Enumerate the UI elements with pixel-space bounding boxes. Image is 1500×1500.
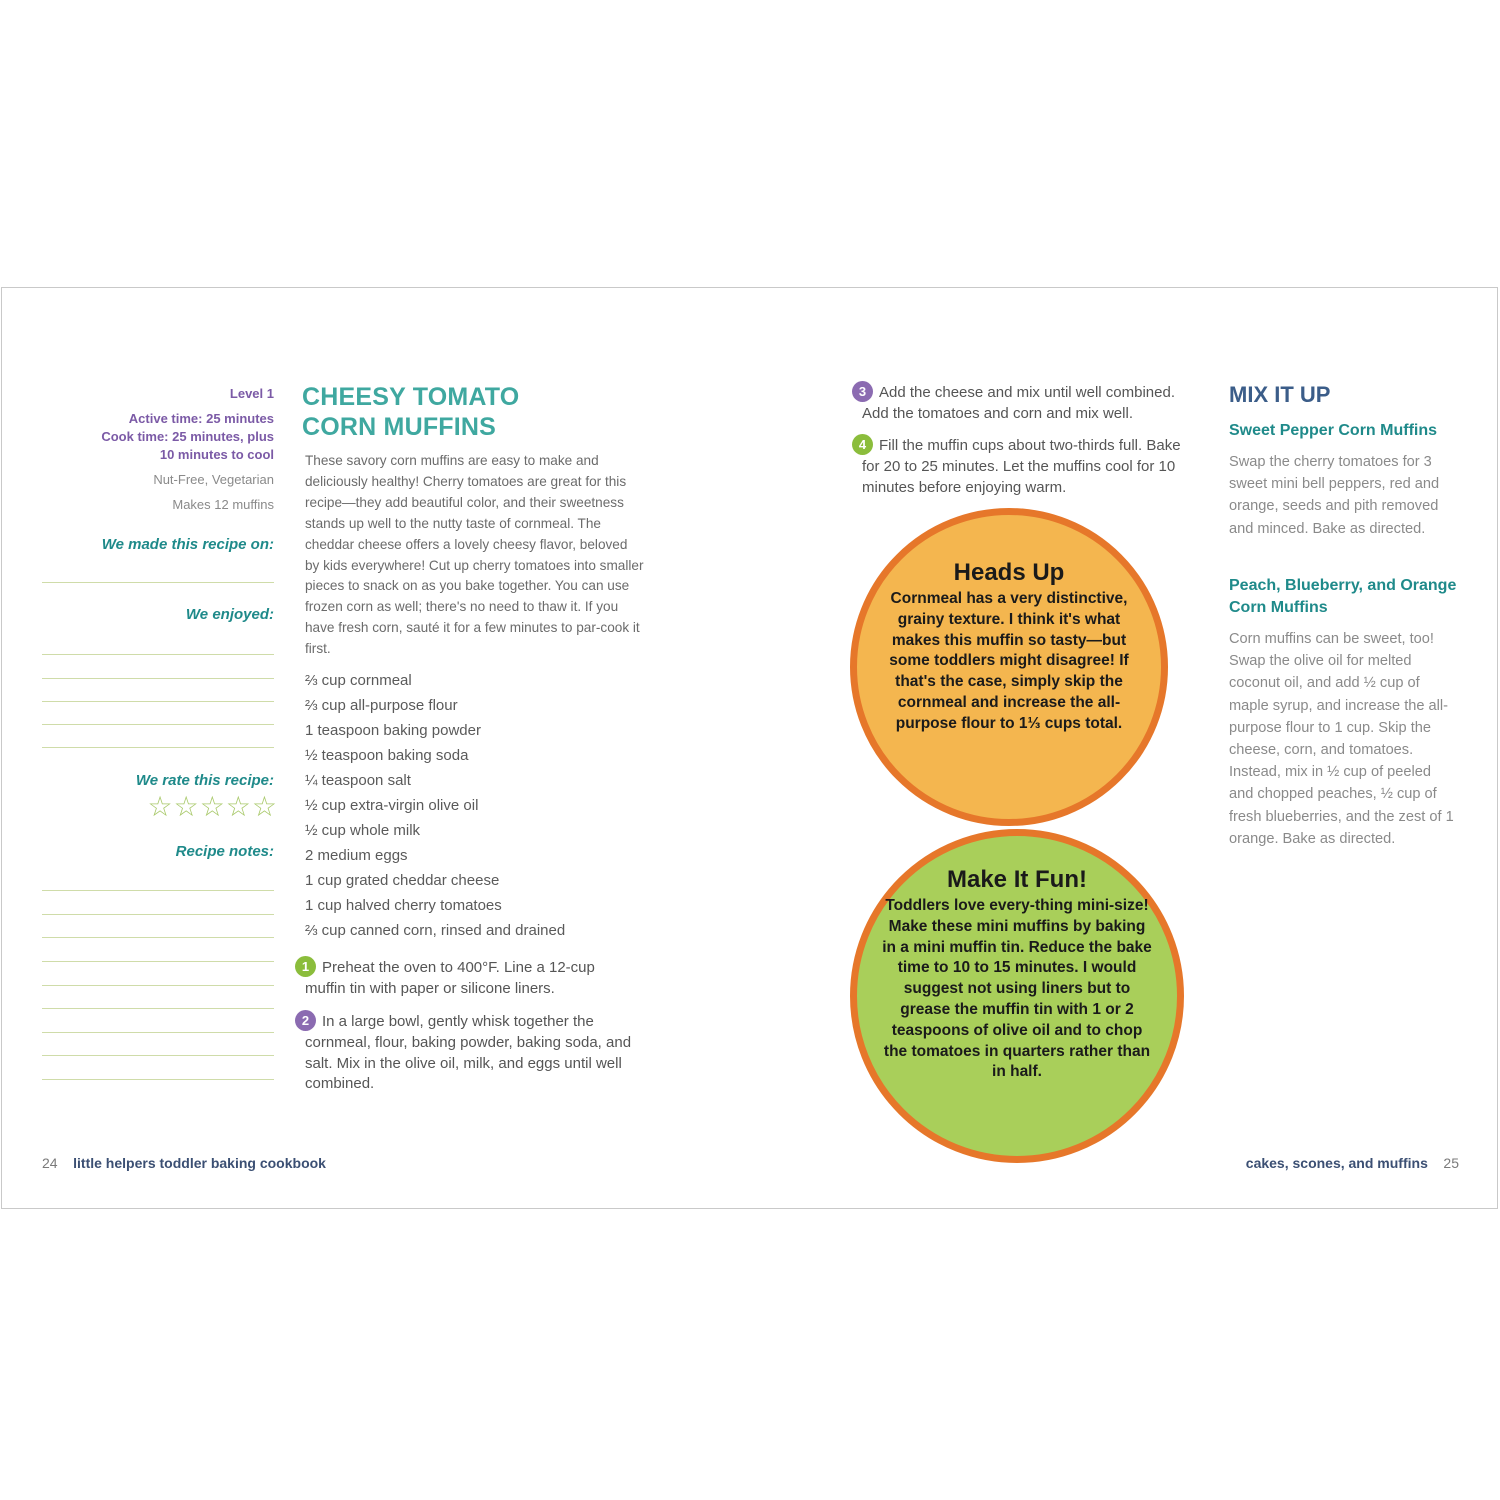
ingredient-item: ½ teaspoon baking soda — [305, 747, 469, 764]
write-in-line — [42, 890, 274, 891]
variation-body: Swap the cherry tomatoes for 3 sweet mini bell peppers, red and orange, seeds and pith removed and minced. Bake as directed. — [1229, 454, 1440, 537]
right-folio — [1246, 1155, 1459, 1171]
active-time: Active time: 25 minutes — [128, 411, 274, 426]
ingredient-item: 1 cup grated cheddar cheese — [305, 872, 500, 889]
cool-time: 10 minutes to cool — [159, 447, 274, 462]
step-4 — [852, 434, 1207, 498]
variation-body: Corn muffins can be sweet, too! Swap the olive oil for melted coconut oil, and add ½ cup of maple syrup, and increase the all-purpose flour to 1 cup. Skip the cheese, corn, and tomatoes. Instead, mix in ½ cup of peeled and chopped peaches, ½ cup of fresh blueberries, and the zest of 1 orange. Bake as directed. — [1229, 631, 1454, 847]
rating-stars: ☆☆☆☆☆ — [147, 791, 278, 822]
step-2 — [295, 1010, 640, 1095]
write-in-line — [42, 985, 274, 986]
write-in-line — [42, 937, 274, 938]
write-in-line — [42, 582, 274, 583]
write-in-line — [42, 654, 274, 655]
step-1 — [295, 956, 640, 1000]
rate-label: We rate this recipe: — [135, 772, 274, 789]
enjoyed-label: We enjoyed: — [185, 606, 274, 623]
step-number-badge: 1 — [295, 956, 316, 977]
write-in-line — [42, 914, 274, 915]
ingredient-item: ½ cup whole milk — [305, 822, 421, 839]
step-text: cornmeal, flour, baking powder, baking soda, and salt. Mix in the olive oil, milk, and eggs until well combined. — [305, 1033, 632, 1093]
write-in-line — [42, 961, 274, 962]
step-text: for 20 to 25 minutes. Let the muffins cool for 10 minutes before enjoying warm. — [862, 457, 1176, 496]
ingredient-item: ½ cup extra-virgin olive oil — [305, 797, 479, 814]
make-it-fun-callout — [850, 829, 1184, 1163]
page-number: 24 — [42, 1155, 58, 1171]
ingredient-item: ¼ teaspoon salt — [305, 772, 411, 789]
step-number-badge: 2 — [295, 1010, 316, 1031]
ingredient-list — [305, 668, 565, 943]
step-number-badge: 4 — [852, 434, 873, 455]
cookbook-spread — [1, 287, 1498, 1209]
dietary-info: Nut-Free, Vegetarian — [153, 472, 274, 487]
difficulty-level: Level 1 — [229, 386, 274, 401]
yield-info: Makes 12 muffins — [172, 497, 274, 512]
running-footer: cakes, scones, and muffins — [1245, 1155, 1428, 1171]
ingredient-item: 1 teaspoon baking powder — [305, 722, 481, 739]
recipe-title-line: CHEESY TOMATO — [302, 383, 520, 411]
ingredient-item: 2 medium eggs — [305, 847, 408, 864]
ingredient-item: ⅔ cup canned corn, rinsed and drained — [305, 922, 566, 939]
write-in-line — [42, 1008, 274, 1009]
step-number-badge: 3 — [852, 381, 873, 402]
step-text: Add the tomatoes and corn and mix well. — [862, 404, 1133, 422]
page-number: 25 — [1443, 1155, 1459, 1171]
variation-title: Sweet Pepper Corn Muffins — [1229, 422, 1438, 439]
step-text: muffin tin with paper or silicone liners. — [305, 979, 555, 997]
cook-time: Cook time: 25 minutes, plus — [101, 429, 274, 444]
notes-label: Recipe notes: — [175, 843, 274, 860]
write-in-line — [42, 724, 274, 725]
recipe-title-line: CORN MUFFINS — [302, 413, 497, 441]
step-text: Preheat the oven to 400°F. Line a 12-cup — [322, 959, 595, 976]
step-text: Fill the muffin cups about two-thirds full. Bake — [879, 437, 1181, 454]
write-in-line — [42, 1032, 274, 1033]
callout-body: Cornmeal has a very distinctive, grainy texture. I think it's what makes this muffin so tasty—but some toddlers might disagree! If that's the case, simply skip the cornmeal and increase the all-purpose flour to 1⅓ cups total. — [889, 590, 1129, 732]
made-on-label: We made this recipe on: — [101, 536, 274, 553]
write-in-line — [42, 701, 274, 702]
callout-title: Heads Up — [953, 559, 1065, 586]
callout-title: Make It Fun! — [946, 866, 1087, 893]
recipe-intro: These savory corn muffins are easy to make and deliciously healthy! Cherry tomatoes are great for this recipe—they add beautiful color, and their sweetness stands up well to the nutty taste of cornmeal. The cheddar cheese offers a lovely cheesy flavor, beloved by kids everywhere! Cut up cherry tomatoes into smaller pieces to snack on as you bake together. You can use frozen corn as well; there's no need to thaw it. If you have fresh corn, sauté it for a few minutes to par-cook it first. — [305, 453, 644, 657]
time-info — [101, 410, 274, 464]
ingredient-item: ⅔ cup all-purpose flour — [305, 697, 458, 714]
running-footer: little helpers toddler baking cookbook — [73, 1155, 326, 1171]
step-3 — [852, 381, 1207, 425]
heads-up-callout — [850, 508, 1168, 826]
ingredient-item: ⅔ cup cornmeal — [305, 672, 412, 689]
mix-it-up-heading: MIX IT UP — [1229, 382, 1331, 407]
write-in-line — [42, 678, 274, 679]
recipe-title — [302, 382, 519, 442]
variation-title: Peach, Blueberry, and Orange Corn Muffins — [1229, 577, 1457, 616]
ingredient-item: 1 cup halved cherry tomatoes — [305, 897, 502, 914]
write-in-line — [42, 1079, 274, 1080]
step-text: In a large bowl, gently whisk together the — [322, 1013, 594, 1030]
write-in-line — [42, 1055, 274, 1056]
left-folio — [42, 1155, 326, 1171]
write-in-line — [42, 747, 274, 748]
step-text: Add the cheese and mix until well combined. — [879, 384, 1176, 401]
callout-body: Toddlers love every-thing mini-size! Make these mini muffins by baking in a mini muffin tin. Reduce the bake time to 10 to 15 minutes. I would suggest not using liners but to grease the muffin tin with 1 or 2 teaspoons of olive oil and to chop the tomatoes in quarters rather than in half. — [882, 897, 1152, 1081]
